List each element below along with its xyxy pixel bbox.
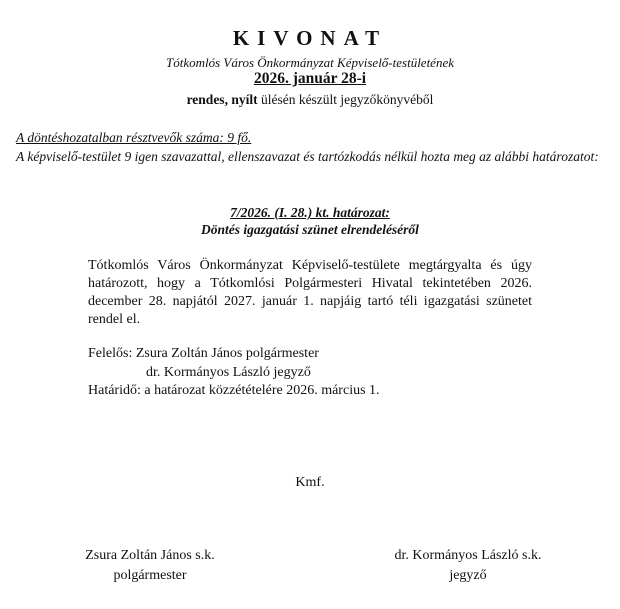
deadline: Határidő: a határozat közzétételére 2026. március 1. — [88, 383, 380, 398]
signature-left — [40, 546, 260, 586]
meeting-date: 2026. január 28-i — [253, 70, 367, 87]
signature-left-role: polgármester — [113, 568, 187, 583]
document-title: KIVONAT — [232, 26, 388, 50]
decision-number: 7/2026. (I. 28.) kt. határozat: — [230, 205, 390, 220]
decision-text: Tótkomlós Város Önkormányzat Képviselő-testülete megtárgyalta és úgy határozott, hogy a Tótkomlósi Polgármesteri Hivatal tekintetében 2026. december 28. napjától 2027. január 1. napjáig tartó téli igazgatási szünetet rendel el. — [88, 258, 532, 327]
meeting-type — [0, 92, 620, 108]
decision-title: Döntés igazgatási szünet elrendeléséről — [201, 222, 419, 237]
issuing-body: Tótkomlós Város Önkormányzat Képviselő-testületének — [166, 55, 454, 70]
responsible-1: Felelős: Zsura Zoltán János polgármester — [88, 346, 319, 361]
signature-right-role: jegyző — [449, 568, 487, 583]
signature-right-name: dr. Kormányos László s.k. — [394, 548, 542, 563]
participants-count — [16, 130, 604, 146]
signature-left-name: Zsura Zoltán János s.k. — [85, 548, 215, 563]
kmf-label: Kmf. — [295, 475, 325, 490]
responsible-2: dr. Kormányos László jegyző — [146, 364, 311, 380]
participants-text: A döntéshozatalban résztvevők száma: 9 fő. — [16, 130, 252, 145]
responsibles-block — [88, 345, 380, 401]
meeting-type-bold: rendes, nyílt — [186, 92, 258, 107]
vote-intro: A képviselő-testület 9 igen szavazattal, ellenszavazat és tartózkodás nélkül hozta meg az alábbi határozatot: — [16, 149, 599, 164]
meeting-type-rest: ülésén készült jegyzőkönyvéből — [260, 92, 434, 107]
signature-right — [358, 546, 578, 586]
